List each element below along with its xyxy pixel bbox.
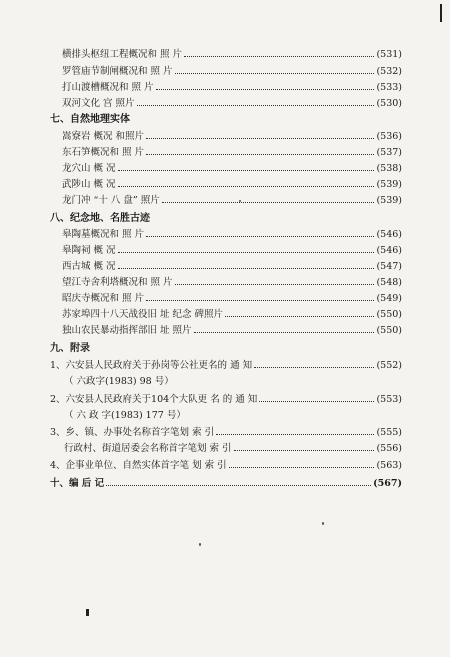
leader-dots xyxy=(259,394,374,402)
leader-dots xyxy=(106,478,371,486)
leader-dots xyxy=(175,277,375,285)
toc-entry xyxy=(62,131,402,143)
leader-dots xyxy=(146,147,374,155)
toc-entry xyxy=(50,360,402,372)
toc-entry-title: 武陟山 概 况 xyxy=(62,179,116,190)
toc-entry xyxy=(50,460,402,472)
toc-entry-page: (555) xyxy=(376,427,402,438)
toc-entry-page: (536) xyxy=(376,131,402,142)
toc-entry xyxy=(62,293,402,305)
toc-entry-title: 苏家埠四十八天战役旧 址 纪念 碑照片 xyxy=(62,309,224,320)
toc-entry xyxy=(50,478,402,490)
toc-entry-title: 嵩寮岩 概况 和照片 xyxy=(62,131,145,142)
leader-dots xyxy=(234,443,375,451)
section-heading: 十、编 后 记 xyxy=(50,478,105,489)
scan-speck xyxy=(322,522,324,525)
toc-entry-title: 皋陶祠 概 况 xyxy=(62,245,116,256)
leader-dots xyxy=(137,98,375,106)
leader-dots xyxy=(229,460,375,468)
toc-entry xyxy=(62,261,402,273)
toc-entry xyxy=(62,66,402,78)
toc-entry-title: 望江寺舍利塔概况和 照 片 xyxy=(62,277,173,288)
toc-entry xyxy=(50,427,402,439)
leader-dots xyxy=(118,261,375,269)
scan-speck xyxy=(239,200,241,202)
leader-dots xyxy=(184,49,374,57)
leader-dots xyxy=(118,179,375,187)
leader-dots xyxy=(146,131,374,139)
toc-entry-title: 横排头枢纽工程概况和 照 片 xyxy=(62,49,183,60)
toc-entry-title: 打山渡槽概况和 照 片 xyxy=(62,82,154,93)
toc-entry-page: (546) xyxy=(376,245,402,256)
toc-entry-title: 龙门冲 “十 八 盘” 照片 xyxy=(62,195,160,206)
toc-entry-page: (552) xyxy=(376,360,402,371)
toc-entry xyxy=(62,98,402,110)
leader-dots xyxy=(146,229,374,237)
toc-entry-page: (531) xyxy=(376,49,402,60)
toc-entry-page: (537) xyxy=(376,147,402,158)
scan-speck xyxy=(86,609,89,616)
toc-entry-title: 独山农民暴动指挥部旧 址 照片 xyxy=(62,325,192,336)
toc-entry xyxy=(62,245,402,257)
toc-entry-page: (538) xyxy=(376,163,402,174)
leader-dots xyxy=(216,427,374,435)
toc-entry-title: 昭庆寺概况和 照 片 xyxy=(62,293,145,304)
toc-entry-title: 行政村、街道居委会名称首字笔划 索 引 xyxy=(64,443,232,454)
toc-entry xyxy=(62,277,402,289)
document-number: （ 六政字(1983) 98 号） xyxy=(64,376,174,387)
toc-entry-page: (550) xyxy=(376,325,402,336)
toc-entry-title: 4、企事业单位、自然实体首字笔 划 索 引 xyxy=(50,460,227,471)
toc-entry xyxy=(62,179,402,191)
leader-dots xyxy=(156,82,375,90)
toc-entry-page: (539) xyxy=(376,179,402,190)
section-heading: 八、纪念地、名胜古迹 xyxy=(50,213,150,224)
leader-dots xyxy=(194,325,375,333)
toc-entry xyxy=(64,443,402,455)
toc-entry-title: 西古城 概 况 xyxy=(62,261,116,272)
toc-entry xyxy=(62,195,402,207)
toc-entry-page: (532) xyxy=(376,66,402,77)
leader-dots xyxy=(254,360,374,368)
toc-entry-page: (567) xyxy=(373,478,402,489)
toc-entry xyxy=(62,325,402,337)
document-number: （ 六 政 字(1983) 177 号） xyxy=(64,410,186,421)
toc-entry-page: (539) xyxy=(376,195,402,206)
leader-dots xyxy=(225,309,374,317)
toc-entry-page: (533) xyxy=(376,82,402,93)
toc-entry-page: (549) xyxy=(376,293,402,304)
scan-edge-mark xyxy=(440,4,442,22)
toc-entry-page: (563) xyxy=(376,460,402,471)
toc-entry-title: 皋陶墓概况和 照 片 xyxy=(62,229,145,240)
toc-entry-title: 龙穴山 概 况 xyxy=(62,163,116,174)
toc-entry-page: (553) xyxy=(376,394,402,405)
toc-entry-title: 2、六安县人民政府关于104个大队更 名 的 通 知 xyxy=(50,394,258,405)
leader-dots xyxy=(118,163,375,171)
toc-entry xyxy=(62,147,402,159)
leader-dots xyxy=(162,195,375,203)
toc-entry-title: 1、六安县人民政府关于孙岗等公社更名的 通 知 xyxy=(50,360,253,371)
toc-entry xyxy=(62,82,402,94)
leader-dots xyxy=(118,245,375,253)
section-heading: 九、附录 xyxy=(50,343,90,354)
toc-entry-page: (556) xyxy=(376,443,402,454)
scan-speck xyxy=(199,543,201,546)
toc-entry-title: 3、乡、镇、办事处名称首字笔划 索 引 xyxy=(50,427,215,438)
toc-entry-page: (548) xyxy=(376,277,402,288)
toc-entry-page: (546) xyxy=(376,229,402,240)
toc-entry xyxy=(62,49,402,61)
toc-entry-page: (530) xyxy=(376,98,402,109)
toc-entry-title: 东石笋概况和 照 片 xyxy=(62,147,145,158)
toc-entry xyxy=(62,309,402,321)
toc-entry xyxy=(50,394,402,406)
leader-dots xyxy=(146,293,374,301)
toc-entry-page: (547) xyxy=(376,261,402,272)
section-heading: 七、自然地理实体 xyxy=(50,114,130,125)
leader-dots xyxy=(175,66,375,74)
toc-entry xyxy=(62,163,402,175)
toc-entry-title: 双河文化 宫 照片 xyxy=(62,98,135,109)
toc-entry-title: 罗管庙节制闸概况和 照 片 xyxy=(62,66,173,77)
toc-entry-page: (550) xyxy=(376,309,402,320)
toc-entry xyxy=(62,229,402,241)
